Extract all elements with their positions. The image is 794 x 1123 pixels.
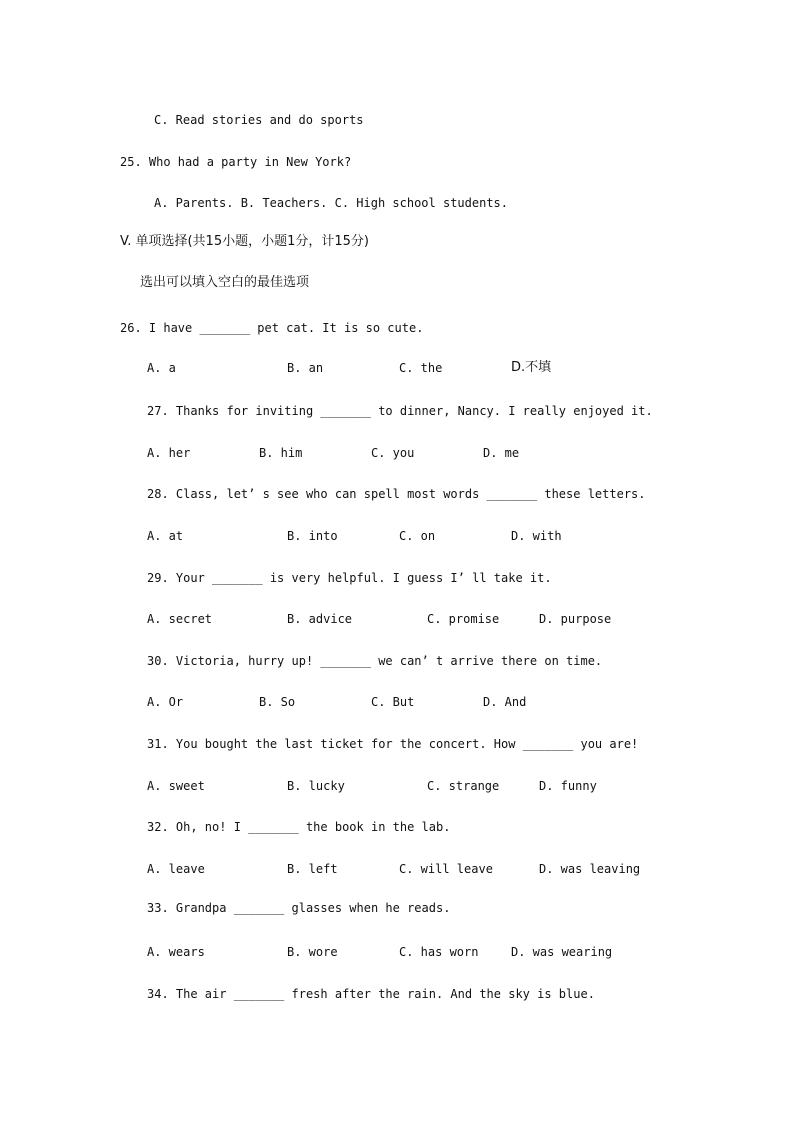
option-b: B. wore [287,945,338,959]
option-b: B. lucky [287,779,345,793]
option-d: D. me [483,446,520,460]
question-29: 29. Your _______ is very helpful. I guess I’ ll take it. [147,571,552,585]
option-c: C. will leave [399,862,493,876]
options-25: A. Parents. B. Teachers. C. High school students. [154,196,509,210]
option-a: A. sweet [147,779,205,793]
option-b: B. him [259,446,303,460]
option-d: D. was wearing [511,945,613,959]
option-c: C. has worn [399,945,479,959]
option-d: D. And [483,695,527,709]
option-line-24c: C. Read stories and do sports [154,113,364,127]
option-d: D. purpose [539,612,612,626]
option-a: A. secret [147,612,213,626]
question-34: 34. The air _______ fresh after the rain. And the sky is blue. [147,987,595,1001]
option-d: D. was leaving [539,862,641,876]
option-c: C. you [371,446,415,460]
option-b: B. an [287,361,324,375]
option-c: C. the [399,361,443,375]
option-a: A. at [147,529,184,543]
section-instruction: 选出可以填入空白的最佳选项 [140,275,310,290]
option-b: B. So [259,695,296,709]
question-26: 26. I have _______ pet cat. It is so cute. [120,321,424,335]
option-a: A. leave [147,862,205,876]
option-a: A. Or [147,695,184,709]
option-b: B. advice [287,612,353,626]
question-25: 25. Who had a party in New York? [120,155,352,169]
question-33: 33. Grandpa _______ glasses when he reads. [147,901,451,915]
option-b: B. left [287,862,338,876]
option-d: D.不填 [511,360,552,375]
option-c: C. strange [427,779,500,793]
option-d: D. with [511,529,562,543]
option-b: B. into [287,529,338,543]
option-c: C. on [399,529,436,543]
option-d: D. funny [539,779,597,793]
question-32: 32. Oh, no! I _______ the book in the lab. [147,820,451,834]
question-27: 27. Thanks for inviting _______ to dinner, Nancy. I really enjoyed it. [147,404,653,418]
question-30: 30. Victoria, hurry up! _______ we can’ t arrive there on time. [147,654,603,668]
option-a: A. a [147,361,176,375]
option-c: C. promise [427,612,500,626]
option-c: C. But [371,695,415,709]
question-28: 28. Class, let’ s see who can spell most words _______ these letters. [147,487,646,501]
question-31: 31. You bought the last ticket for the concert. How _______ you are! [147,737,639,751]
option-a: A. wears [147,945,205,959]
option-a: A. her [147,446,191,460]
section-heading: V. 单项选择(共15小题，小题1分，计15分) [120,234,369,249]
